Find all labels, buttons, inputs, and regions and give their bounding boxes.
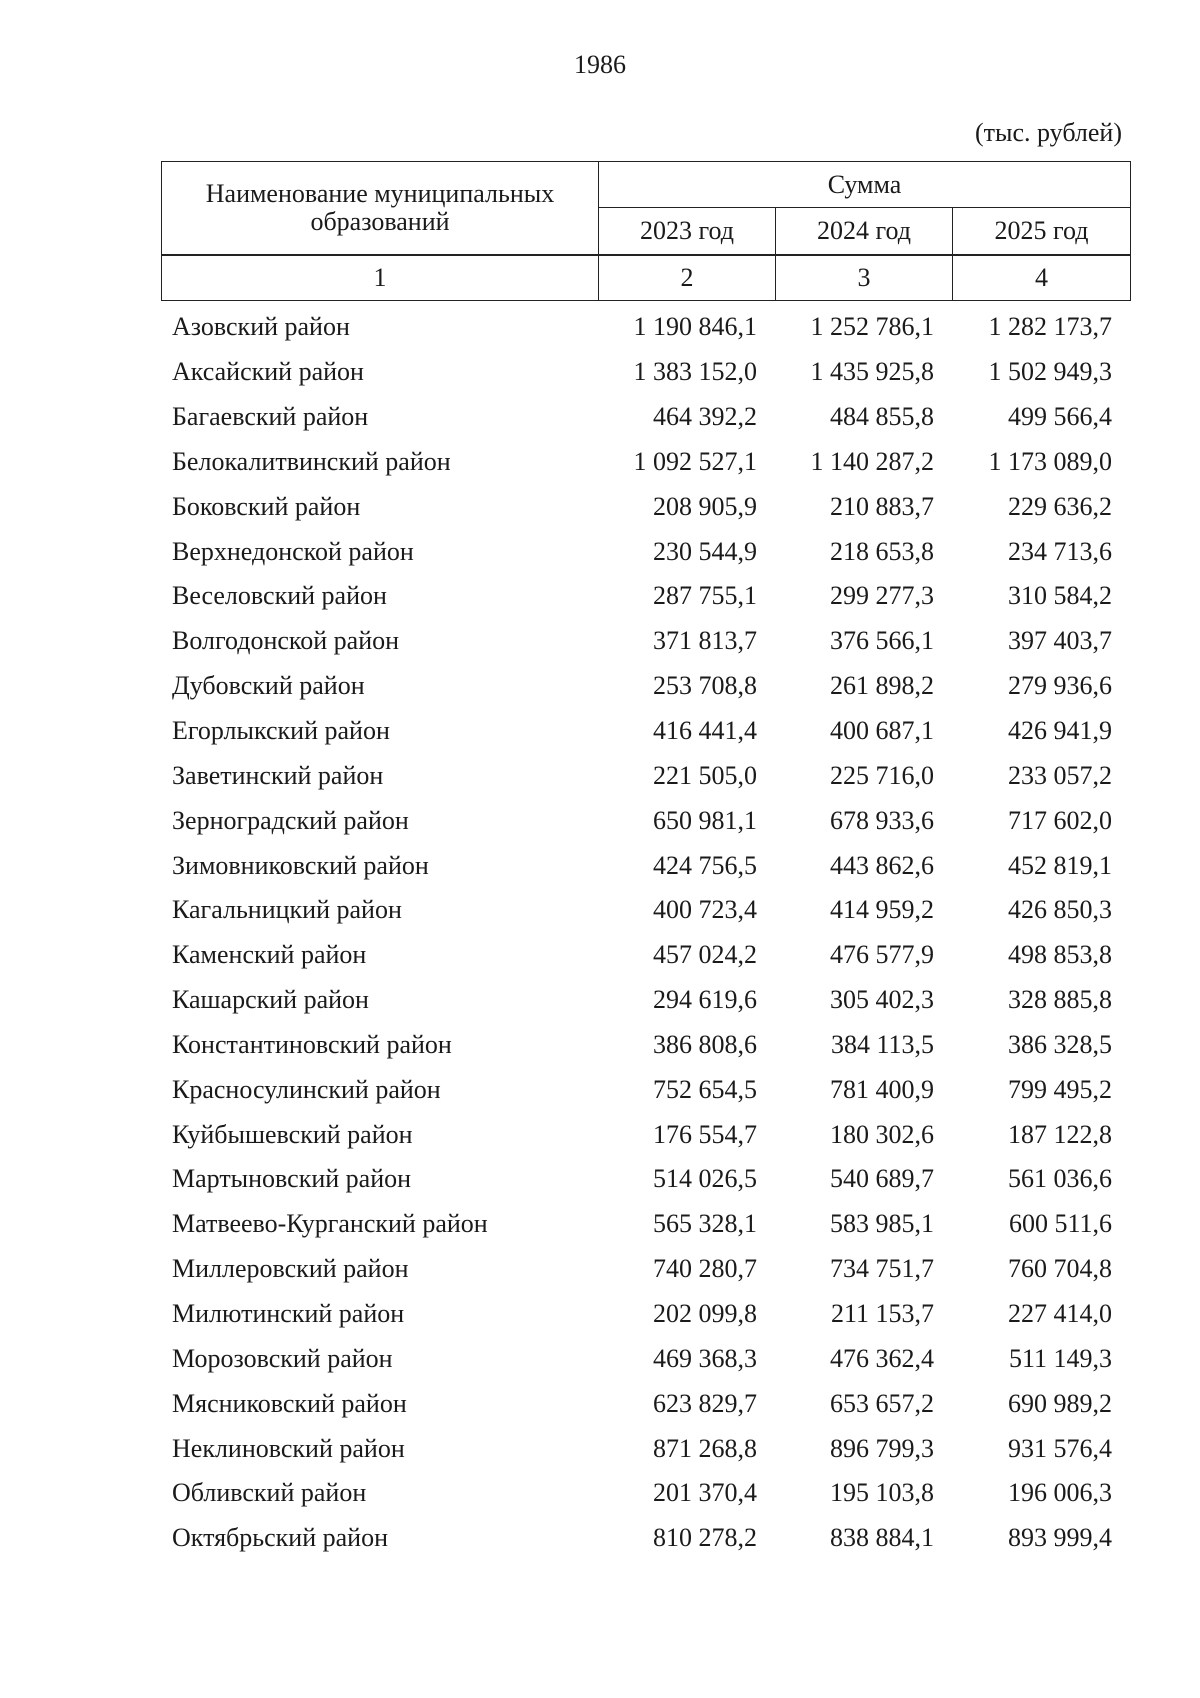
value-2025: 426 941,9 [1008, 716, 1112, 746]
table-row [161, 1067, 1130, 1112]
value-2025: 227 414,0 [1008, 1298, 1112, 1328]
value-2023: 424 756,5 [653, 850, 757, 880]
value-2024: 476 362,4 [830, 1343, 934, 1373]
value-2025: 233 057,2 [1008, 760, 1112, 790]
value-2024: 195 103,8 [830, 1478, 934, 1508]
column-header-sum: Сумма [599, 162, 1131, 208]
table-row [161, 1023, 1130, 1068]
value-2025: 229 636,2 [1008, 491, 1112, 521]
value-2024: 734 751,7 [830, 1254, 934, 1284]
value-2023: 565 328,1 [653, 1209, 757, 1239]
column-number-1: 1 [162, 255, 599, 301]
municipality-name: Обливский район [172, 1478, 367, 1508]
table-row [161, 798, 1130, 843]
value-2024: 376 566,1 [830, 626, 934, 656]
table-row [161, 1336, 1130, 1381]
value-2023: 650 981,1 [653, 805, 757, 835]
municipality-name: Неклиновский район [172, 1433, 405, 1463]
value-2023: 386 808,6 [653, 1029, 757, 1059]
value-2023: 221 505,0 [653, 760, 757, 790]
value-2023: 416 441,4 [653, 716, 757, 746]
table-row [161, 978, 1130, 1023]
value-2024: 678 933,6 [830, 805, 934, 835]
value-2023: 1 383 152,0 [633, 357, 757, 387]
municipality-name: Боковский район [172, 491, 361, 521]
value-2024: 583 985,1 [830, 1209, 934, 1239]
value-2025: 426 850,3 [1008, 895, 1112, 925]
value-2024: 781 400,9 [830, 1074, 934, 1104]
value-2025: 187 122,8 [1008, 1119, 1112, 1149]
municipality-name: Верхнедонской район [172, 536, 414, 566]
value-2023: 230 544,9 [653, 536, 757, 566]
municipality-name: Константиновский район [172, 1029, 452, 1059]
value-2024: 305 402,3 [830, 985, 934, 1015]
value-2023: 253 708,8 [653, 671, 757, 701]
value-2023: 201 370,4 [653, 1478, 757, 1508]
table-row [161, 753, 1130, 798]
value-2025: 499 566,4 [1008, 402, 1112, 432]
table-header [161, 161, 1131, 301]
table-row [161, 1157, 1130, 1202]
value-2023: 1 190 846,1 [633, 312, 757, 342]
value-2025: 196 006,3 [1008, 1478, 1112, 1508]
table-row [161, 574, 1130, 619]
value-2025: 760 704,8 [1008, 1254, 1112, 1284]
table-row [161, 1292, 1130, 1337]
value-2023: 623 829,7 [653, 1388, 757, 1418]
table-row [161, 1516, 1130, 1561]
municipality-name: Миллеровский район [172, 1254, 409, 1284]
value-2024: 653 657,2 [830, 1388, 934, 1418]
municipality-name: Азовский район [172, 312, 350, 342]
municipality-name: Заветинский район [172, 760, 384, 790]
column-header-2024: 2024 год [776, 208, 953, 256]
column-header-2025: 2025 год [953, 208, 1131, 256]
value-2024: 484 855,8 [830, 402, 934, 432]
table-row [161, 1381, 1130, 1426]
value-2025: 561 036,6 [1008, 1164, 1112, 1194]
value-2024: 211 153,7 [830, 1298, 934, 1328]
municipality-name: Морозовский район [172, 1343, 393, 1373]
municipality-name: Зимовниковский район [172, 850, 429, 880]
value-2024: 210 883,7 [830, 491, 934, 521]
value-2024: 1 435 925,8 [810, 357, 934, 387]
value-2024: 1 252 786,1 [810, 312, 934, 342]
municipality-name: Волгодонской район [172, 626, 400, 656]
municipality-name: Куйбышевский район [172, 1119, 413, 1149]
table-row [161, 1202, 1130, 1247]
table-row [161, 1247, 1130, 1292]
value-2024: 1 140 287,2 [810, 446, 934, 476]
value-2024: 400 687,1 [830, 716, 934, 746]
municipality-name: Зерноградский район [172, 805, 409, 835]
value-2023: 457 024,2 [653, 940, 757, 970]
municipality-name: Матвеево-Курганский район [172, 1209, 488, 1239]
municipality-name: Багаевский район [172, 402, 369, 432]
municipality-name: Красносулинский район [172, 1074, 441, 1104]
value-2024: 218 653,8 [830, 536, 934, 566]
value-2025: 279 936,6 [1008, 671, 1112, 701]
table-row [161, 305, 1130, 350]
value-2025: 511 149,3 [1008, 1343, 1112, 1373]
value-2025: 1 282 173,7 [988, 312, 1112, 342]
value-2025: 328 885,8 [1008, 985, 1112, 1015]
column-header-2023: 2023 год [599, 208, 776, 256]
municipality-name: Милютинский район [172, 1298, 405, 1328]
value-2023: 202 099,8 [653, 1298, 757, 1328]
value-2024: 540 689,7 [830, 1164, 934, 1194]
column-header-name: Наименование муниципальных образований [162, 162, 599, 256]
value-2023: 514 026,5 [653, 1164, 757, 1194]
value-2023: 1 092 527,1 [633, 446, 757, 476]
value-2025: 799 495,2 [1008, 1074, 1112, 1104]
table-row [161, 933, 1130, 978]
column-number-2: 2 [599, 255, 776, 301]
value-2024: 299 277,3 [830, 581, 934, 611]
table-body [161, 305, 1130, 1561]
table-row [161, 888, 1130, 933]
municipality-name: Дубовский район [172, 671, 365, 701]
value-2024: 225 716,0 [830, 760, 934, 790]
value-2023: 287 755,1 [653, 581, 757, 611]
value-2024: 414 959,2 [830, 895, 934, 925]
municipality-name: Каменский район [172, 940, 367, 970]
value-2024: 896 799,3 [830, 1433, 934, 1463]
table-row [161, 395, 1130, 440]
table-row [161, 1112, 1130, 1157]
value-2025: 717 602,0 [1008, 805, 1112, 835]
municipality-name: Белокалитвинский район [172, 446, 451, 476]
municipality-name: Веселовский район [172, 581, 387, 611]
value-2025: 234 713,6 [1008, 536, 1112, 566]
value-2023: 294 619,6 [653, 985, 757, 1015]
municipality-name: Егорлыкский район [172, 716, 390, 746]
municipality-name: Мясниковский район [172, 1388, 407, 1418]
value-2024: 180 302,6 [830, 1119, 934, 1149]
value-2025: 1 173 089,0 [988, 446, 1112, 476]
value-2024: 443 862,6 [830, 850, 934, 880]
value-2025: 931 576,4 [1008, 1433, 1112, 1463]
value-2023: 810 278,2 [653, 1523, 757, 1553]
value-2025: 690 989,2 [1008, 1388, 1112, 1418]
column-number-3: 3 [776, 255, 953, 301]
municipality-name: Аксайский район [172, 357, 364, 387]
units-label: (тыс. рублей) [974, 118, 1122, 147]
value-2024: 261 898,2 [830, 671, 934, 701]
table-row [161, 1426, 1130, 1471]
value-2023: 208 905,9 [653, 491, 757, 521]
value-2024: 384 113,5 [830, 1029, 934, 1059]
value-2023: 400 723,4 [653, 895, 757, 925]
table-row [161, 843, 1130, 888]
table-row [161, 619, 1130, 664]
value-2023: 752 654,5 [653, 1074, 757, 1104]
municipality-name: Кагальницкий район [172, 895, 402, 925]
column-number-4: 4 [953, 255, 1131, 301]
value-2024: 838 884,1 [830, 1523, 934, 1553]
table-row [161, 484, 1130, 529]
table-row [161, 664, 1130, 709]
value-2025: 452 819,1 [1008, 850, 1112, 880]
value-2025: 310 584,2 [1008, 581, 1112, 611]
value-2023: 469 368,3 [653, 1343, 757, 1373]
value-2023: 871 268,8 [653, 1433, 757, 1463]
table-row [161, 440, 1130, 485]
table-row [161, 350, 1130, 395]
municipality-name: Кашарский район [172, 985, 369, 1015]
value-2023: 176 554,7 [653, 1119, 757, 1149]
municipality-name: Мартыновский район [172, 1164, 412, 1194]
value-2023: 740 280,7 [653, 1254, 757, 1284]
value-2025: 397 403,7 [1008, 626, 1112, 656]
value-2025: 386 328,5 [1008, 1029, 1112, 1059]
table-row [161, 529, 1130, 574]
table-row [161, 709, 1130, 754]
page-number: 1986 [574, 50, 626, 79]
value-2025: 600 511,6 [1008, 1209, 1112, 1239]
value-2023: 371 813,7 [653, 626, 757, 656]
value-2024: 476 577,9 [830, 940, 934, 970]
value-2025: 1 502 949,3 [988, 357, 1112, 387]
value-2025: 893 999,4 [1008, 1523, 1112, 1553]
value-2023: 464 392,2 [653, 402, 757, 432]
municipality-name: Октябрьский район [172, 1523, 388, 1553]
value-2025: 498 853,8 [1008, 940, 1112, 970]
table-row [161, 1471, 1130, 1516]
